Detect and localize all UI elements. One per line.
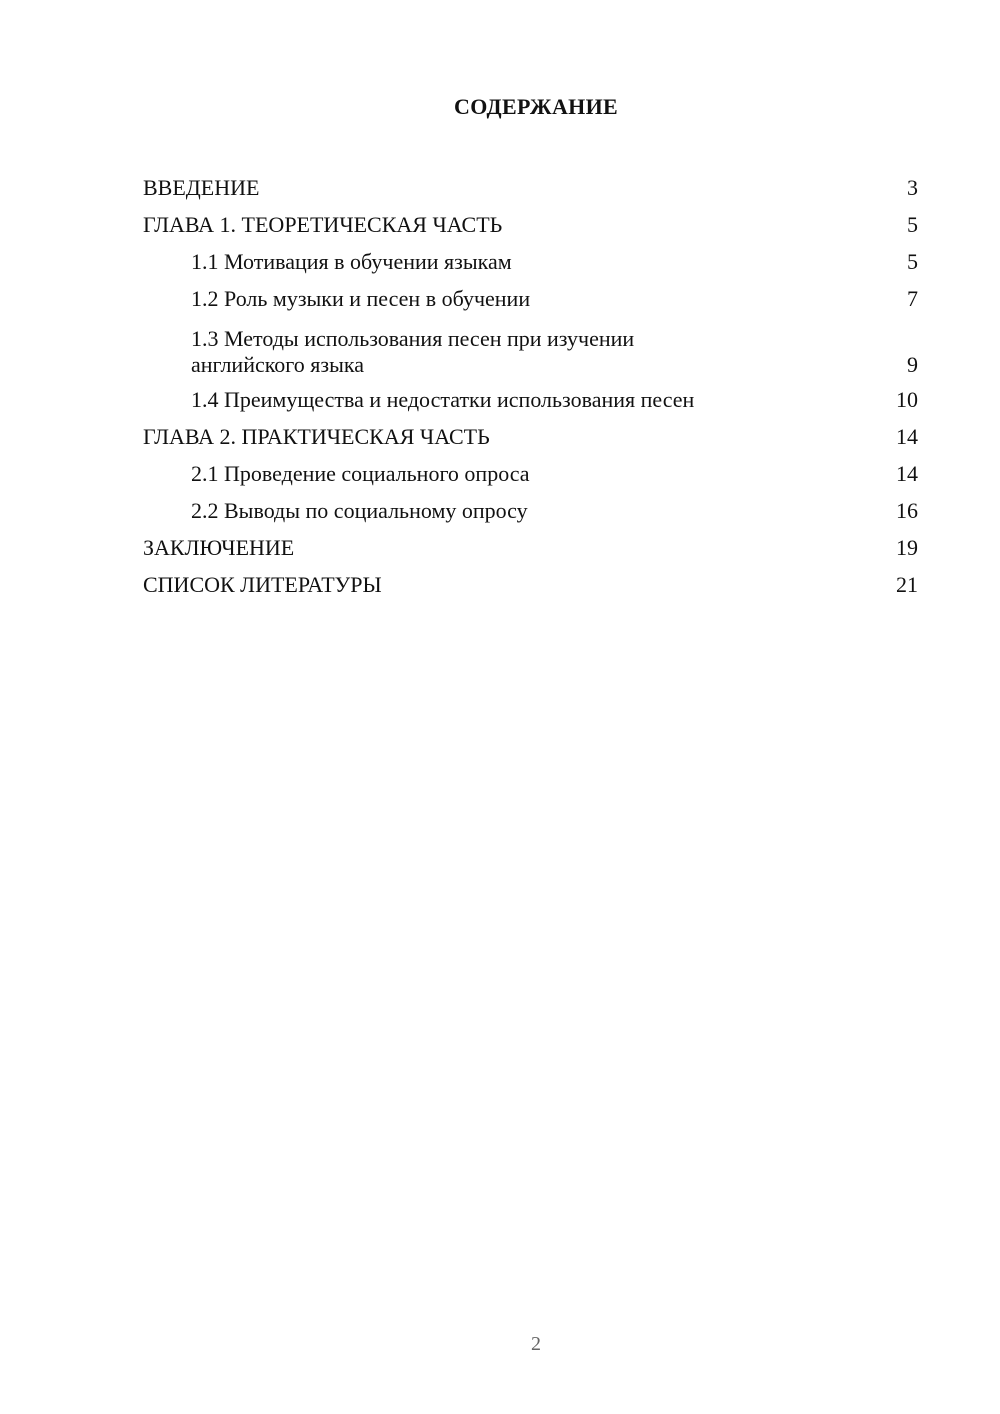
toc-entry[interactable]	[143, 205, 918, 242]
toc-entry-page: 3	[907, 175, 918, 200]
toc-entry[interactable]	[143, 316, 918, 380]
toc-entry-label: СПИСОК ЛИТЕРАТУРЫ	[143, 572, 382, 597]
toc-entry[interactable]	[143, 168, 918, 205]
toc-entry[interactable]	[143, 491, 918, 528]
toc-entry[interactable]	[143, 528, 918, 565]
toc-entry-page: 14	[896, 461, 918, 486]
table-of-contents	[143, 168, 918, 602]
toc-entry-page: 9	[907, 352, 918, 377]
toc-entry[interactable]	[143, 279, 918, 316]
toc-entry-page: 5	[907, 212, 918, 237]
toc-entry-page: 10	[896, 387, 918, 412]
toc-entry[interactable]	[143, 380, 918, 417]
toc-entry-page: 16	[896, 498, 918, 523]
toc-entry-page: 7	[907, 286, 918, 311]
toc-entry-label: 1.2 Роль музыки и песен в обучении	[191, 286, 531, 311]
toc-entry-label: ВВЕДЕНИЕ	[143, 175, 260, 200]
toc-entry-label: 1.3 Методы использования песен при изучении английского языка	[191, 326, 635, 377]
toc-entry[interactable]	[143, 242, 918, 279]
toc-entry[interactable]	[143, 454, 918, 491]
toc-entry-label: 1.1 Мотивация в обучении языкам	[191, 249, 512, 274]
toc-entry-label: 1.4 Преимущества и недостатки использования песен	[191, 387, 695, 412]
toc-entry-label: ЗАКЛЮЧЕНИЕ	[143, 535, 295, 560]
toc-entry-label: 2.1 Проведение социального опроса	[191, 461, 530, 486]
toc-entry-page: 5	[907, 249, 918, 274]
toc-entry-page: 19	[896, 535, 918, 560]
toc-entry-label: 2.2 Выводы по социальному опросу	[191, 498, 528, 523]
toc-entry-label: ГЛАВА 2. ПРАКТИЧЕСКАЯ ЧАСТЬ	[143, 424, 490, 449]
toc-entry-label: ГЛАВА 1. ТЕОРЕТИЧЕСКАЯ ЧАСТЬ	[143, 212, 503, 237]
page-number: 2	[531, 1333, 541, 1355]
toc-entry[interactable]	[143, 417, 918, 454]
toc-entry-page: 14	[896, 424, 918, 449]
toc-title: СОДЕРЖАНИЕ	[454, 94, 618, 119]
toc-entry[interactable]	[143, 565, 918, 602]
toc-entry-page: 21	[896, 572, 918, 597]
